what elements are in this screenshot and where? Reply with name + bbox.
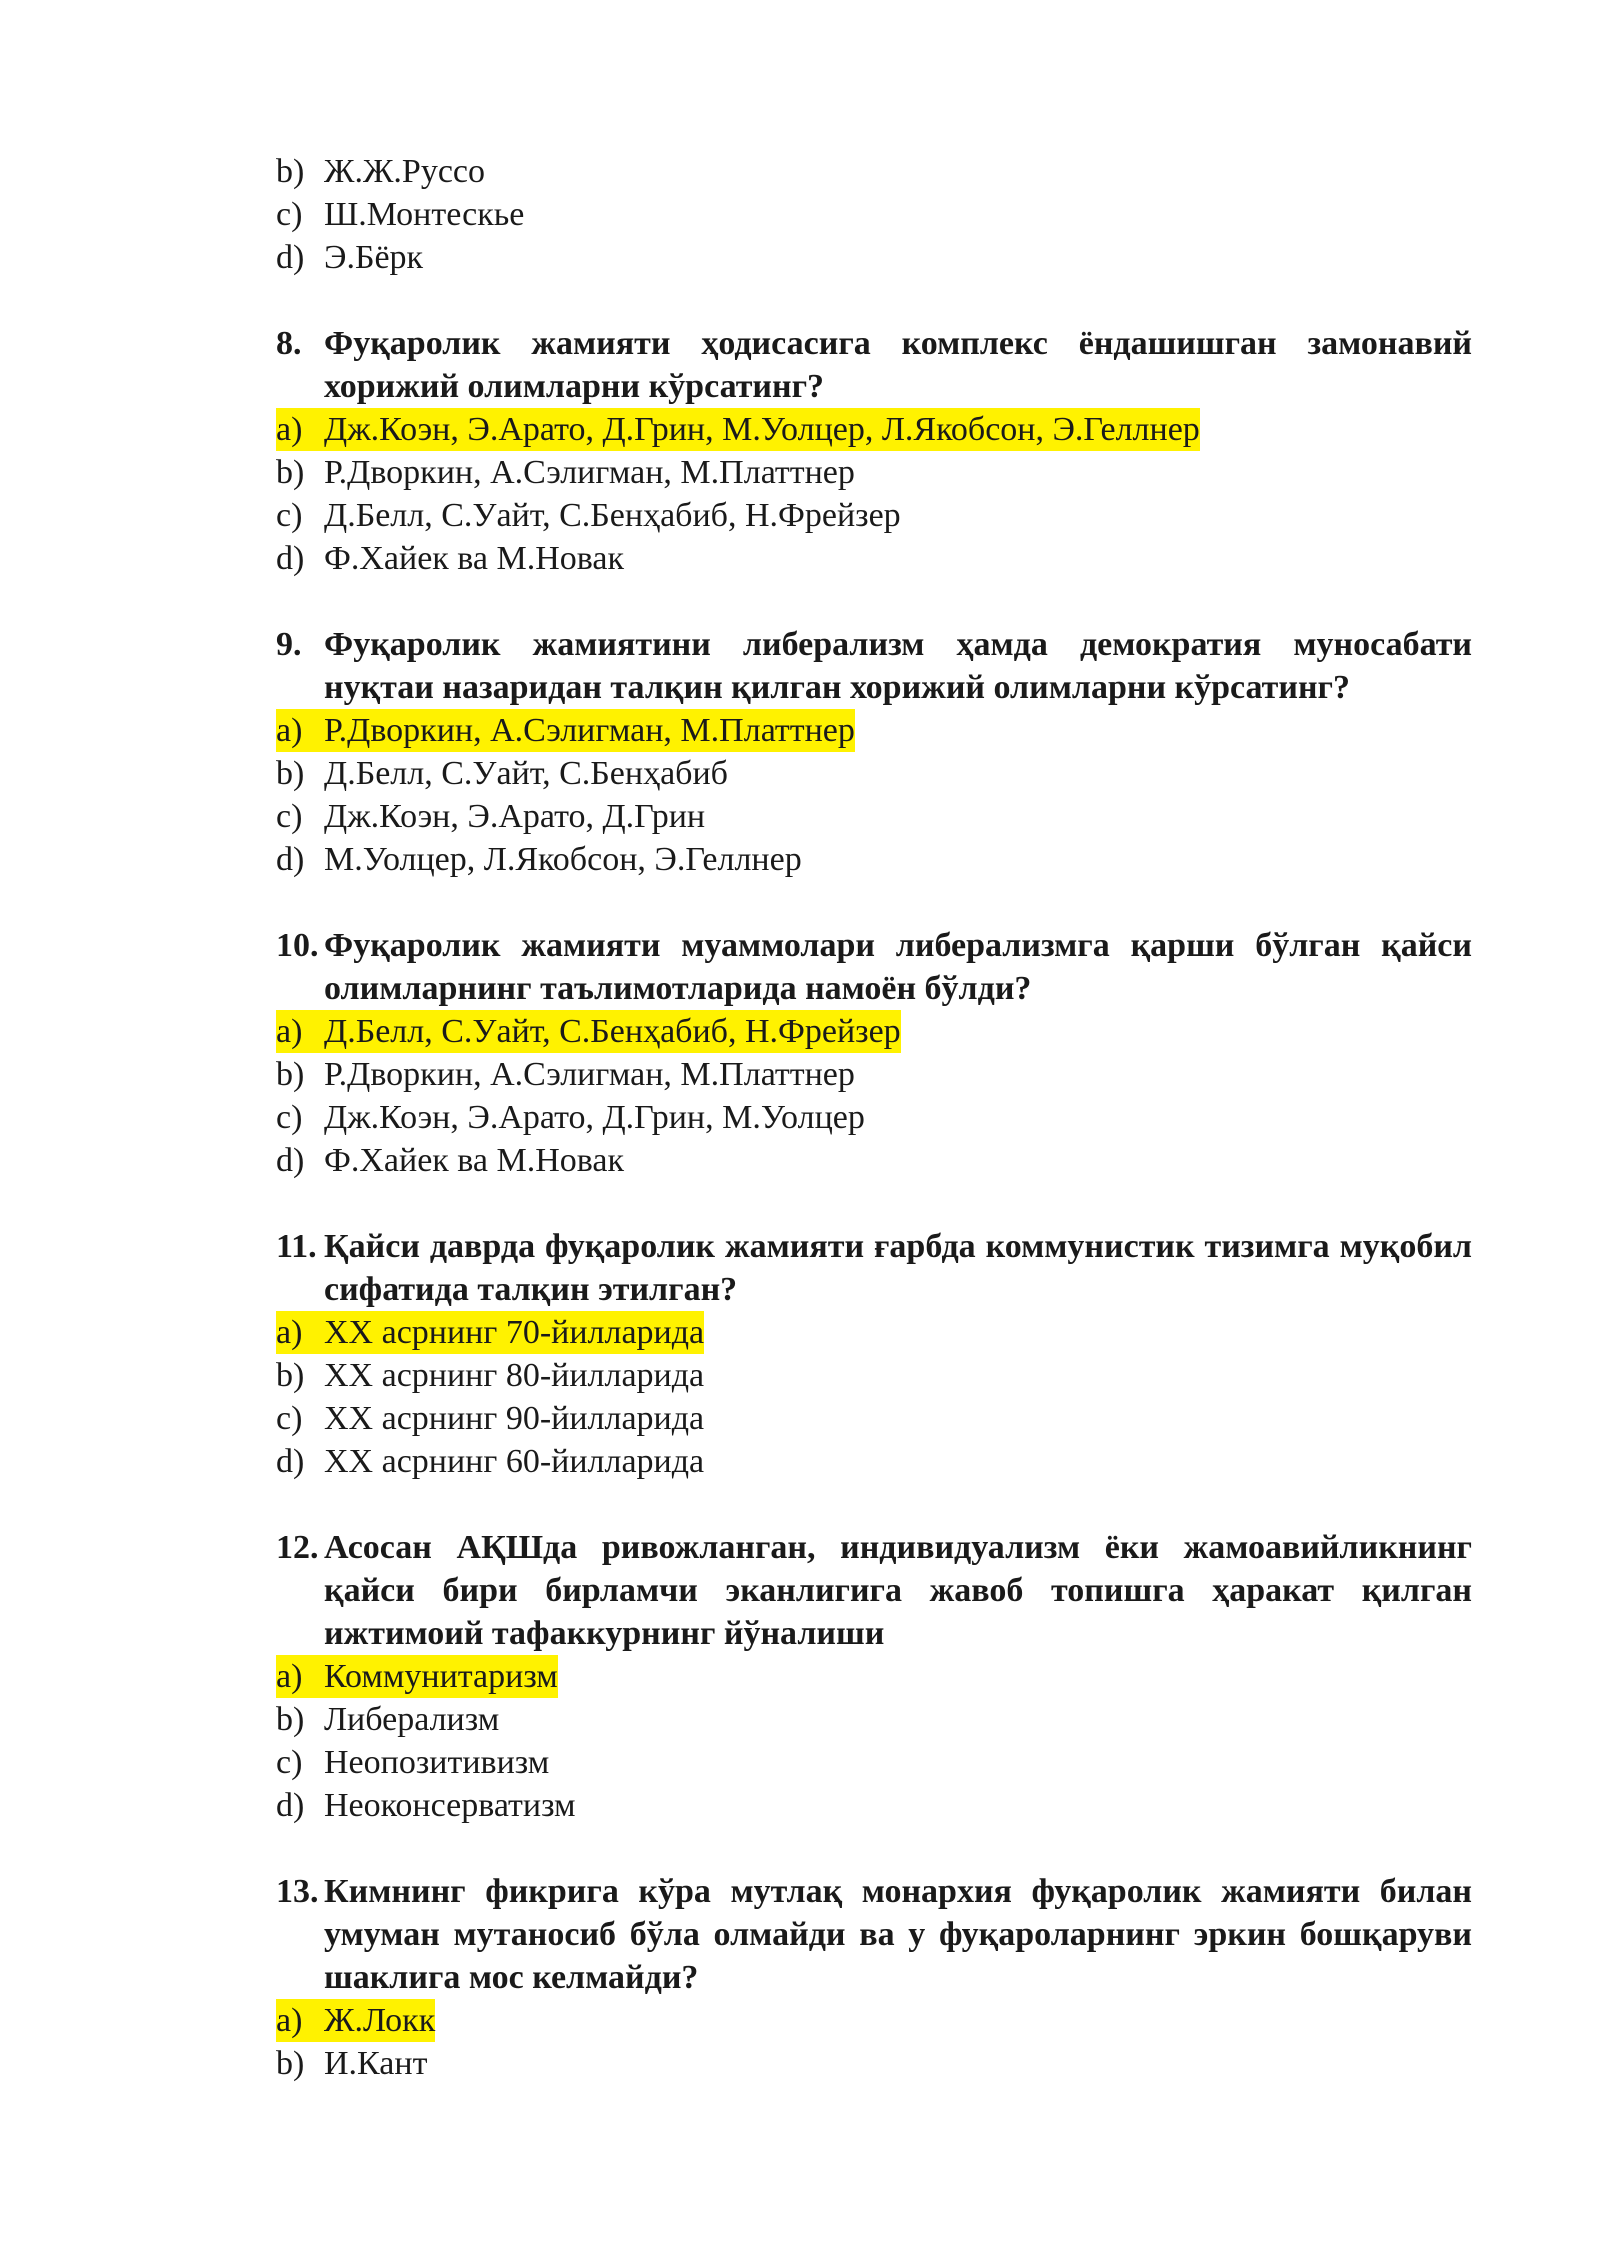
option-d (276, 1440, 1472, 1483)
question-number: 12. (276, 1529, 319, 1566)
option-text: Э.Бёрк (324, 239, 424, 276)
option-text: Дж.Коэн, Э.Арато, Д.Грин (324, 798, 706, 835)
option-label: c) (276, 497, 303, 534)
option-b (276, 2042, 1472, 2085)
question-number: 11. (276, 1228, 317, 1265)
option-b (276, 752, 1472, 795)
option-a-correct (276, 1655, 1472, 1698)
question-body: Фуқаролик жамиятини либерализм ҳамда демократия муносабати нуқтаи назаридан талқин қилган хорижий олимларни кўрсатинг? (324, 626, 1472, 706)
question-text (276, 1870, 1472, 1999)
option-b (276, 1053, 1472, 1096)
option-d (276, 236, 1472, 279)
option-text: Дж.Коэн, Э.Арато, Д.Грин, М.Уолцер, Л.Якобсон, Э.Геллнер (324, 408, 1200, 451)
option-text: Р.Дворкин, А.Сэлигман, М.Платтнер (324, 454, 855, 491)
question-8 (276, 322, 1472, 580)
option-a-correct (276, 1311, 1472, 1354)
option-text: Ф.Хайек ва М.Новак (324, 1142, 625, 1179)
option-c (276, 1397, 1472, 1440)
option-d (276, 1139, 1472, 1182)
option-text: Д.Белл, С.Уайт, С.Бенҳабиб, Н.Фрейзер (324, 497, 901, 534)
option-text: XX асрнинг 70-йилларида (324, 1311, 704, 1354)
option-text: XX асрнинг 80-йилларида (324, 1357, 705, 1394)
option-c (276, 795, 1472, 838)
question-number: 8. (276, 325, 302, 362)
question-number: 9. (276, 626, 302, 663)
option-label: a) (276, 1655, 324, 1698)
option-label: a) (276, 709, 324, 752)
option-label: a) (276, 408, 324, 451)
document-page (276, 150, 1472, 2085)
option-label: b) (276, 1701, 305, 1738)
option-text: Ж.Ж.Руссо (324, 153, 486, 190)
question-body: Қайси даврда фуқаролик жамияти ғарбда коммунистик тизимга муқобил сифатида талқин этилган? (324, 1228, 1472, 1308)
question-12 (276, 1526, 1472, 1827)
question-text (276, 623, 1472, 709)
option-label: d) (276, 1787, 305, 1824)
option-b (276, 451, 1472, 494)
option-label: b) (276, 454, 305, 491)
option-d (276, 537, 1472, 580)
question-text (276, 924, 1472, 1010)
option-label: d) (276, 239, 305, 276)
option-text: Либерализм (324, 1701, 500, 1738)
option-label: a) (276, 1010, 324, 1053)
question-11 (276, 1225, 1472, 1483)
option-label: b) (276, 755, 305, 792)
option-text: Р.Дворкин, А.Сэлигман, М.Платтнер (324, 709, 855, 752)
option-label: c) (276, 1400, 303, 1437)
option-text: Коммунитаризм (324, 1655, 558, 1698)
option-label: c) (276, 196, 303, 233)
option-label: a) (276, 1999, 324, 2042)
option-c (276, 1096, 1472, 1139)
option-label: c) (276, 1099, 303, 1136)
option-a-correct (276, 1010, 1472, 1053)
question-body: Фуқаролик жамияти муаммолари либерализмга қарши бўлган қайси олимларнинг таълимотларида намоён бўлди? (324, 927, 1472, 1007)
question-text (276, 1526, 1472, 1655)
option-text: М.Уолцер, Л.Якобсон, Э.Геллнер (324, 841, 802, 878)
option-label: b) (276, 1056, 305, 1093)
question-text (276, 1225, 1472, 1311)
question-body: Кимнинг фикрига кўра мутлақ монархия фуқаролик жамияти билан умуман мутаносиб бўла олмайди ва у фуқароларнинг эркин бошқаруви шаклига мос келмайди? (324, 1873, 1472, 1996)
option-text: Дж.Коэн, Э.Арато, Д.Грин, М.Уолцер (324, 1099, 865, 1136)
option-text: Неоконсерватизм (324, 1787, 576, 1824)
option-a-correct (276, 709, 1472, 752)
option-text: Р.Дворкин, А.Сэлигман, М.Платтнер (324, 1056, 855, 1093)
question-10 (276, 924, 1472, 1182)
option-c (276, 494, 1472, 537)
question-text (276, 322, 1472, 408)
option-c (276, 193, 1472, 236)
option-d (276, 1784, 1472, 1827)
option-b (276, 1698, 1472, 1741)
option-label: d) (276, 1443, 305, 1480)
option-label: a) (276, 1311, 324, 1354)
question-body: Асосан АҚШда ривожланган, индивидуализм ёки жамоавийликнинг қайси бири бирламчи эканлигига жавоб топишга ҳаракат қилган ижтимоий тафаккурнинг йўналиши (324, 1529, 1472, 1652)
option-text: Ш.Монтескье (324, 196, 525, 233)
option-text: Неопозитивизм (324, 1744, 550, 1781)
option-b (276, 150, 1472, 193)
leading-options (276, 150, 1472, 279)
option-d (276, 838, 1472, 881)
option-label: b) (276, 153, 305, 190)
question-number: 10. (276, 927, 319, 964)
option-text: Ж.Локк (324, 1999, 435, 2042)
option-a-correct (276, 408, 1472, 451)
question-13 (276, 1870, 1472, 2085)
option-text: Д.Белл, С.Уайт, С.Бенҳабиб (324, 755, 728, 792)
option-label: d) (276, 841, 305, 878)
option-text: Ф.Хайек ва М.Новак (324, 540, 625, 577)
option-label: b) (276, 2045, 305, 2082)
option-label: d) (276, 540, 305, 577)
option-a-correct (276, 1999, 1472, 2042)
option-c (276, 1741, 1472, 1784)
option-text: XX асрнинг 60-йилларида (324, 1443, 705, 1480)
option-text: Д.Белл, С.Уайт, С.Бенҳабиб, Н.Фрейзер (324, 1010, 901, 1053)
option-text: И.Кант (324, 2045, 428, 2082)
option-text: XX асрнинг 90-йилларида (324, 1400, 705, 1437)
option-label: b) (276, 1357, 305, 1394)
option-b (276, 1354, 1472, 1397)
option-label: c) (276, 798, 303, 835)
question-9 (276, 623, 1472, 881)
question-number: 13. (276, 1873, 319, 1910)
question-body: Фуқаролик жамияти ҳодисасига комплекс ёндашишган замонавий хорижий олимларни кўрсатинг? (324, 325, 1472, 405)
option-label: c) (276, 1744, 303, 1781)
option-label: d) (276, 1142, 305, 1179)
